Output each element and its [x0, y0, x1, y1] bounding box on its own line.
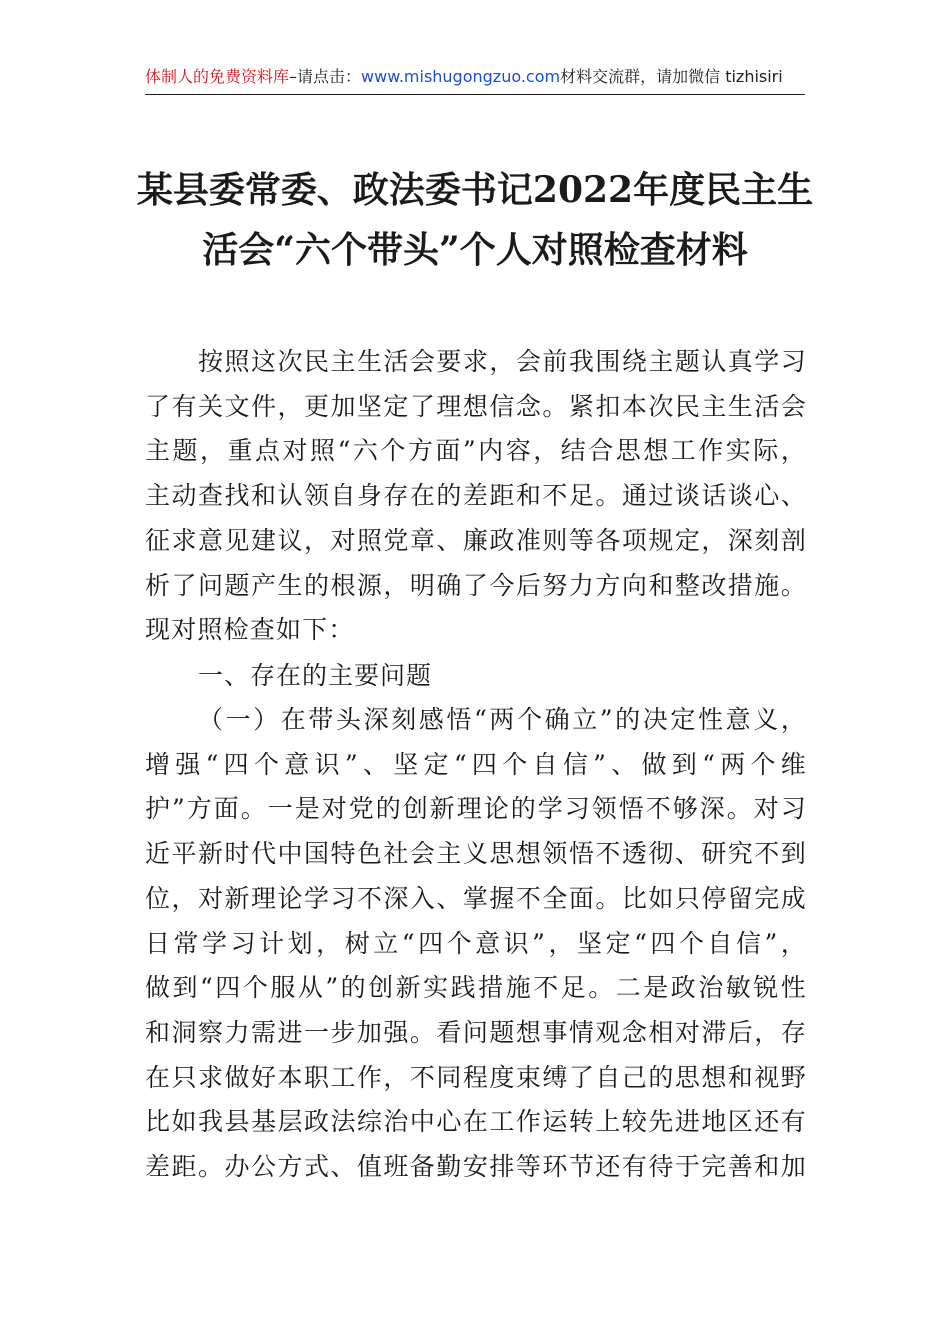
intro-paragraph — [145, 340, 807, 653]
intro-line: 了有关文件，更加坚定了理想信念。紧扣本次民主生活会 — [145, 391, 807, 421]
title-line-1: 某县委常委、政法委书记2022年度民主生 — [136, 169, 814, 211]
body-line: 比如我县基层政法综治中心在工作运转上较先进地区还有 — [145, 1107, 807, 1137]
body-line: 日常学习计划，树立“四个意识”，坚定“四个自信”， — [145, 928, 807, 958]
header-divider — [145, 94, 805, 95]
header-brand: 体制人的免费资料库 — [145, 67, 290, 86]
section-heading: 一、存在的主要问题 — [198, 661, 433, 690]
intro-line: 按照这次民主生活会要求，会前我围绕主题认真学习 — [198, 347, 807, 376]
document-header — [145, 64, 805, 90]
document-title — [100, 160, 850, 280]
body-line: 位，对新理论学习不深入、掌握不全面。比如只停留完成 — [145, 883, 807, 913]
body-line: 和洞察力需进一步加强。看问题想事情观念相对滞后，存 — [145, 1017, 807, 1047]
body-line: 差距。办公方式、值班备勤安排等环节还有待于完善和加 — [145, 1152, 807, 1182]
body-line: 近平新时代中国特色社会主义思想领悟不透彻、研究不到 — [145, 839, 807, 869]
body-line: 护”方面。一是对党的创新理论的学习领悟不够深。对习 — [145, 794, 807, 824]
header-prompt: –请点击： — [289, 67, 362, 86]
header-tail: 材料交流群，请加微信 tizhisiri — [560, 67, 783, 86]
intro-line: 主题，重点对照“六个方面”内容，结合思想工作实际， — [145, 436, 807, 466]
body-paragraph — [145, 698, 807, 1190]
intro-line: 析了问题产生的根源，明确了今后努力方向和整改措施。 — [145, 570, 807, 600]
body-line: 在只求做好本职工作，不同程度束缚了自己的思想和视野 — [145, 1062, 807, 1092]
intro-line: 征求意见建议，对照党章、廉政准则等各项规定，深刻剖 — [145, 525, 807, 555]
header-url-link[interactable]: www.mishugongzuo.com — [361, 67, 561, 86]
intro-line: 现对照检查如下： — [145, 615, 355, 645]
title-line-2: 活会“六个带头”个人对照检查材料 — [202, 229, 748, 271]
intro-line: 主动查找和认领自身存在的差距和不足。通过谈话谈心、 — [145, 481, 807, 511]
body-line: （一）在带头深刻感悟“两个确立”的决定性意义， — [198, 705, 807, 734]
body-line: 做到“四个服从”的创新实践措施不足。二是政治敏锐性 — [145, 973, 807, 1003]
body-line: 增强“四个意识”、坚定“四个自信”、做到“两个维 — [145, 749, 807, 779]
